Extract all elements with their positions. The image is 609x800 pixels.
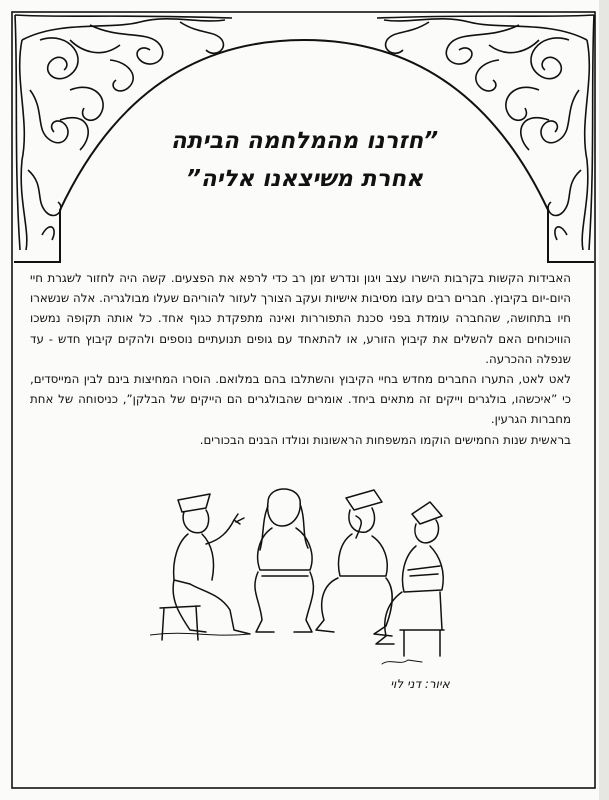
person-3-icon [316,490,392,636]
paragraph-3: בראשית שנות החמישים הוקמו המשפחות הראשונות ונולדו הבנים הבכורים. [199,432,571,447]
illustration-credit: איור: דני לוי [390,677,450,691]
paragraph-1: האבידות הקשות בקרבות הישרו עצב ויגון ונדרש זמן רב כדי לרפא את הפצעים. קשה היה לחזור לשגרת חיי היום-יום בקיבוץ. חברים רבים עזבו מסיבות אישיות ועקב הצורך לעזור להוריהם שעלו מבולגריה. אלה שנשארו חיו בתחושה, שהחברה עומדת בפני סכנת התפוררות ואינה מתפקדת כגוף אחד. כל אותה תקופה נמשכו הוויכוחים האם להשלים את קיבוץ הזורע, או להתאחד עם גופים תנועתיים נוספים ולהקים קיבוץ חדש - עד שנפלה ההכרעה. [30,271,571,366]
title-line-1: ”חזרנו מהמלחמה הביתה [170,128,439,154]
body-text [30,268,571,450]
person-1-icon [160,494,250,640]
title-line-2: אחרת משיצאנו אליה” [186,166,423,192]
four-people-sitting-illustration-icon [150,480,450,670]
paragraph-2: לאט לאט, התערו החברים מחדש בחיי הקיבוץ והשתלבו בהם במלואם. הוסרו המחיצות בינם לבין המייסדים, כי ”איכשהו, בולגרים וייקים זה מתאים ביחד. אומרים שהבולגרים הם הייקים של הבלקן”, כניסוחה של אחת מחברות הגרעין. [30,372,571,427]
person-2-icon [255,489,313,632]
page-title [110,122,499,198]
